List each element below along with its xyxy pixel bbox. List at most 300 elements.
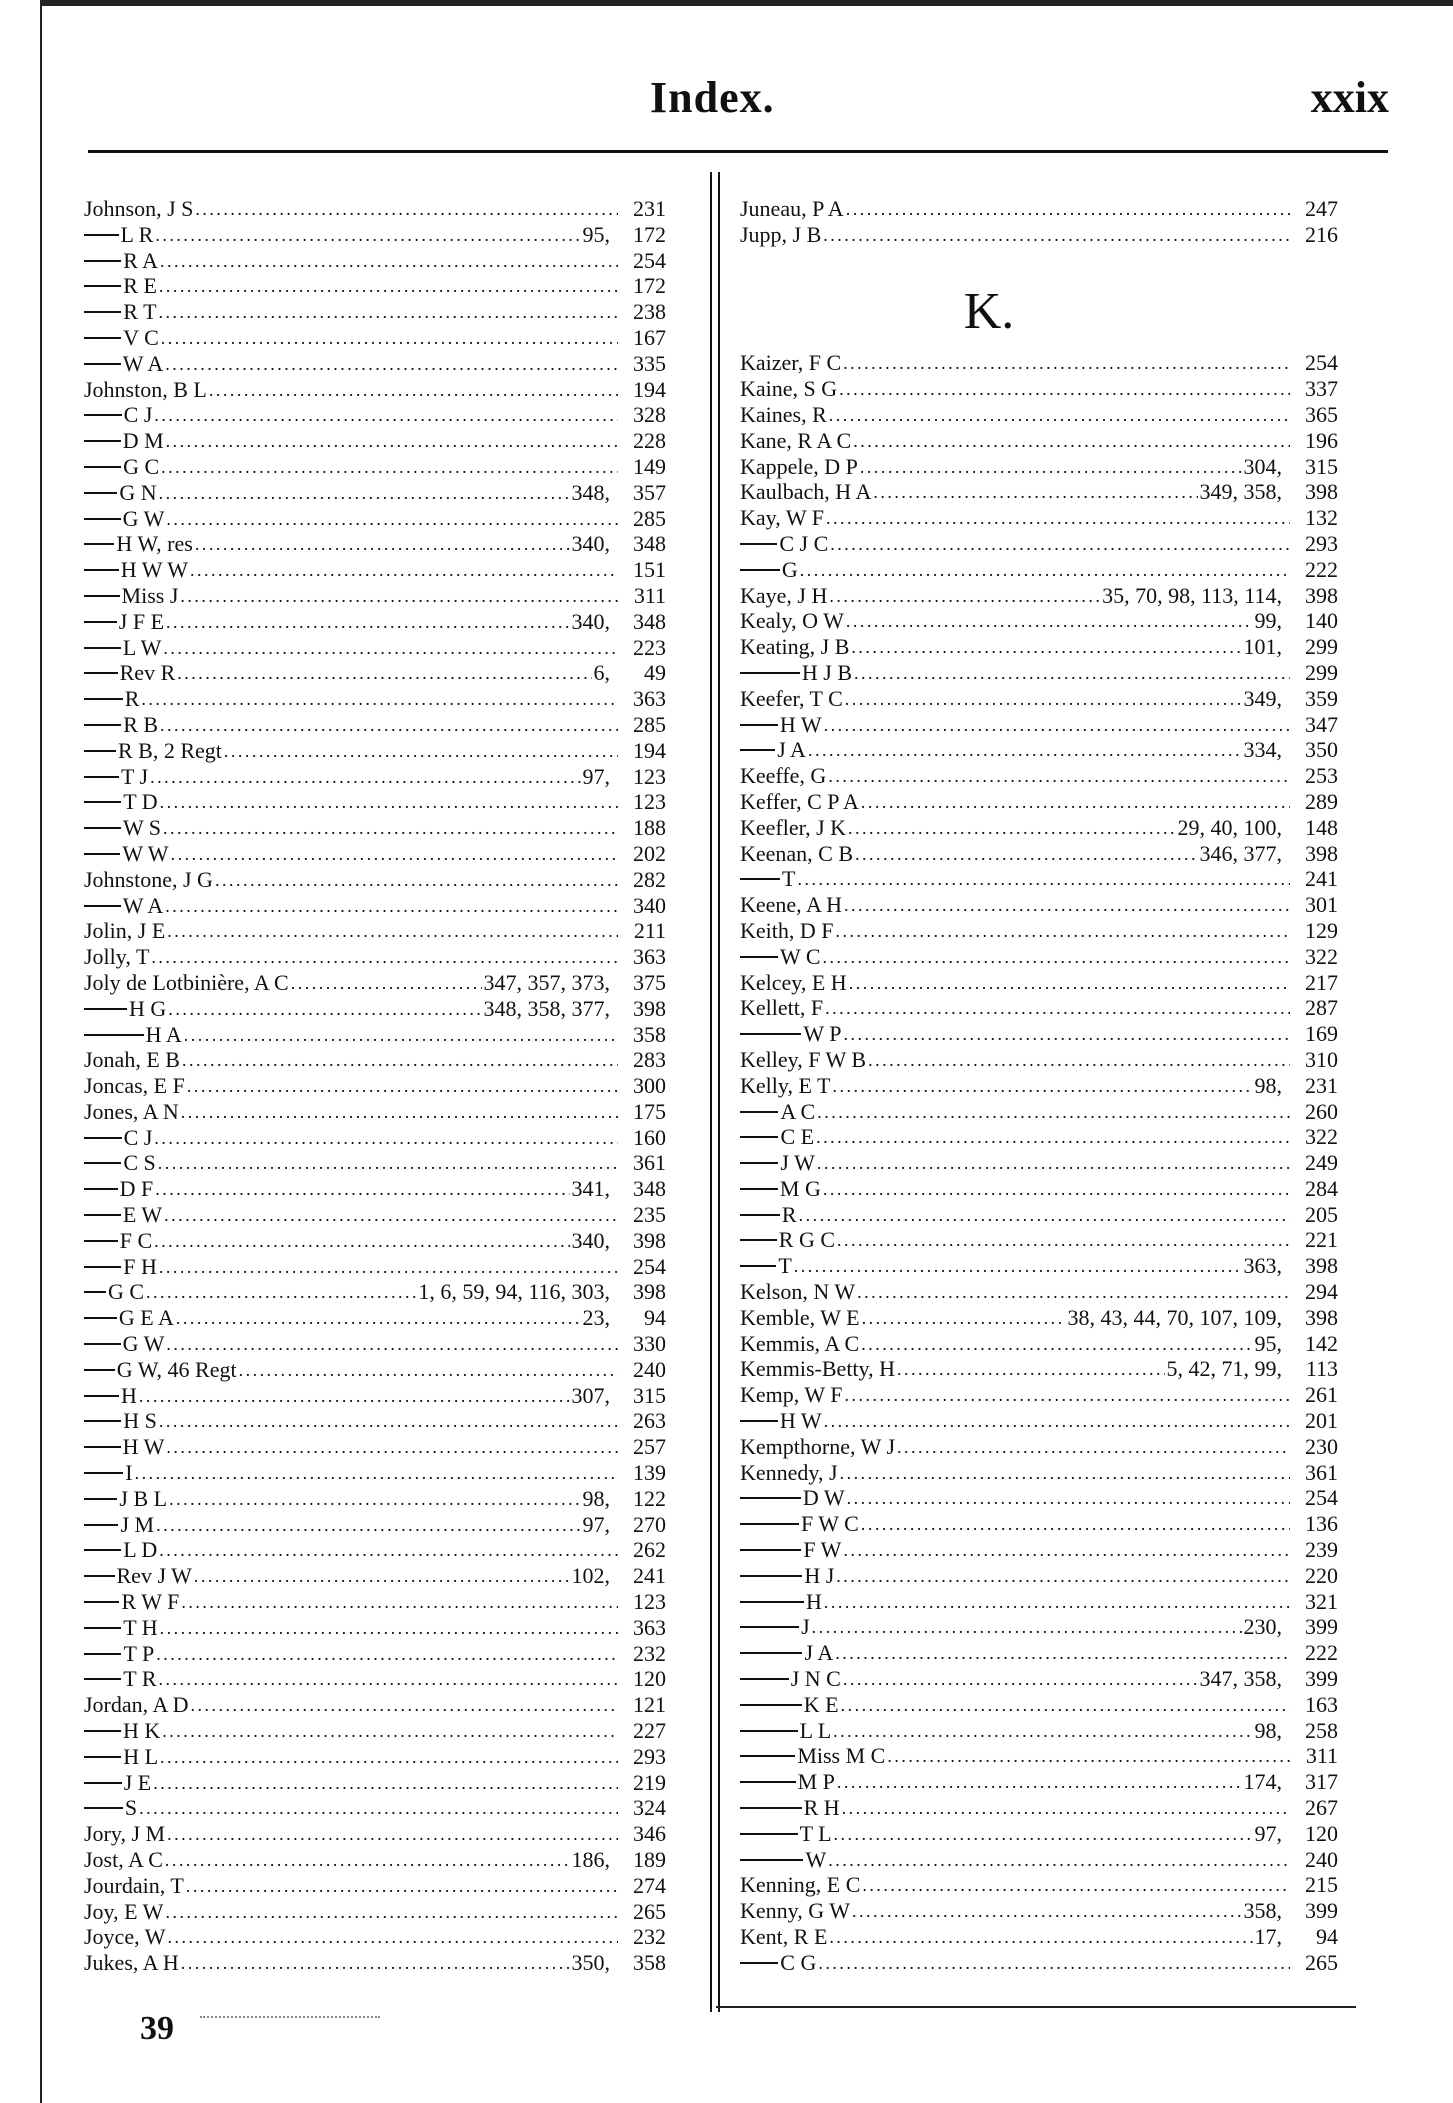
index-entry	[84, 299, 666, 325]
ditto-dash	[84, 1188, 118, 1190]
entry-page: 223	[633, 634, 666, 660]
entry-refs: 358,	[1243, 1898, 1282, 1924]
dot-leader	[159, 1536, 618, 1564]
entry-name: Kaines, R	[740, 401, 827, 427]
entry-page: 399	[1305, 1666, 1338, 1692]
entry-page: 232	[633, 1640, 666, 1666]
entry-name: H W, res	[116, 531, 193, 557]
dot-leader	[291, 969, 482, 997]
entry-name: R	[781, 1201, 797, 1227]
index-entry	[84, 1589, 666, 1615]
index-entry	[84, 1563, 666, 1589]
entry-name: H W W	[120, 557, 188, 583]
ditto-dash	[84, 1240, 118, 1242]
ditto-dash	[740, 1781, 796, 1783]
entry-page: 398	[1305, 582, 1338, 608]
ditto-dash	[84, 1575, 115, 1577]
dot-leader	[823, 943, 1291, 971]
dot-leader	[171, 840, 618, 868]
ditto-dash	[84, 1317, 117, 1319]
entry-name: H K	[123, 1718, 161, 1744]
entry-name: W S	[122, 815, 162, 841]
entry-name: T R	[123, 1666, 157, 1692]
ditto-dash	[84, 1678, 121, 1680]
entry-refs: 334,	[1243, 737, 1282, 763]
entry-name: Kay, W F	[740, 505, 824, 531]
entry-name: Kelly, E T	[740, 1072, 831, 1098]
dot-leader	[852, 1897, 1242, 1925]
index-entry	[84, 1254, 666, 1280]
entry-refs: 101,	[1243, 634, 1282, 660]
index-entry	[740, 376, 1338, 402]
dot-leader	[836, 917, 1291, 945]
index-entry	[84, 1460, 666, 1486]
index-entry	[740, 841, 1338, 867]
dot-leader	[159, 1253, 618, 1281]
entry-name: Keffer, C P A	[740, 788, 859, 814]
dot-leader	[848, 814, 1175, 842]
index-entry	[84, 893, 666, 919]
entry-page: 317	[1305, 1769, 1338, 1795]
dot-leader	[191, 1691, 619, 1719]
entry-name: Jukes, A H	[84, 1950, 179, 1976]
ditto-dash	[740, 1678, 789, 1680]
index-entry	[740, 995, 1338, 1021]
dot-leader	[135, 1459, 618, 1487]
dot-leader	[160, 1614, 618, 1642]
entry-page: 241	[633, 1563, 666, 1589]
index-entry	[740, 1847, 1338, 1873]
dot-leader	[817, 1149, 1290, 1177]
ditto-dash	[84, 1601, 119, 1603]
entry-page: 358	[633, 1021, 666, 1047]
entry-name: H S	[123, 1408, 157, 1434]
ditto-dash	[84, 1162, 121, 1164]
entry-name: Keefler, J K	[740, 814, 847, 840]
index-entry	[740, 1898, 1338, 1924]
dot-leader	[828, 762, 1290, 790]
dot-leader	[160, 711, 618, 739]
entry-refs: 349,	[1243, 685, 1282, 711]
entry-name: C G	[780, 1949, 817, 1975]
entry-page: 254	[633, 247, 666, 273]
index-entry	[84, 557, 666, 583]
dot-leader	[167, 1923, 618, 1951]
dot-leader	[181, 1949, 570, 1977]
entry-name: Kappele, D P	[740, 453, 858, 479]
dot-leader	[840, 1459, 1290, 1487]
index-entry	[740, 918, 1338, 944]
entry-refs: 307,	[571, 1382, 610, 1408]
entry-page: 315	[1305, 453, 1338, 479]
entry-name: Jolly, T	[84, 944, 150, 970]
entry-refs: 348, 358, 377,	[483, 995, 610, 1021]
index-entry	[84, 918, 666, 944]
entry-refs: 174,	[1243, 1769, 1282, 1795]
entry-page: 123	[633, 1589, 666, 1615]
dot-leader	[165, 350, 618, 378]
dot-leader	[797, 865, 1290, 893]
entry-name: L R	[120, 221, 154, 247]
dot-leader	[824, 1407, 1290, 1435]
page-header	[0, 62, 1453, 122]
index-entry	[740, 1408, 1338, 1434]
entry-name: H	[806, 1588, 822, 1614]
entry-page: 311	[633, 582, 666, 608]
ditto-dash	[740, 1730, 798, 1732]
sheet-number: 39	[140, 2010, 174, 2047]
entry-refs: 23,	[582, 1305, 610, 1331]
dot-leader	[158, 1149, 618, 1177]
entry-page: 132	[1305, 505, 1338, 531]
ditto-dash	[84, 1549, 121, 1551]
index-entry	[84, 196, 666, 222]
entry-refs: 1, 6, 59, 94, 116, 303,	[418, 1279, 610, 1305]
entry-page: 194	[633, 376, 666, 402]
index-entry	[740, 1924, 1338, 1950]
index-entry	[740, 479, 1338, 505]
index-entry	[740, 763, 1338, 789]
entry-refs: 186,	[571, 1847, 610, 1872]
index-entry	[740, 789, 1338, 815]
entry-page: 175	[633, 1098, 666, 1124]
index-entry	[740, 1382, 1338, 1408]
dot-leader	[165, 1898, 618, 1926]
dot-leader	[215, 866, 618, 894]
ditto-dash	[84, 1034, 144, 1036]
entry-page: 348	[633, 531, 666, 557]
dot-leader	[162, 1717, 618, 1745]
entry-name: J B L	[119, 1485, 168, 1511]
index-entry	[84, 531, 666, 557]
dot-leader	[156, 1640, 618, 1668]
ditto-dash	[84, 698, 123, 700]
ditto-dash	[84, 234, 119, 236]
index-entry	[84, 273, 666, 299]
dot-leader	[163, 814, 618, 842]
index-entry	[84, 1795, 666, 1821]
entry-page: 241	[1305, 866, 1338, 892]
entry-page: 350	[1305, 737, 1338, 763]
dot-leader	[160, 247, 618, 275]
index-entry	[84, 1202, 666, 1228]
entry-name: V C	[123, 324, 159, 350]
ditto-dash	[84, 1782, 122, 1784]
entry-name: T	[781, 866, 796, 892]
dot-leader	[181, 1588, 618, 1616]
dot-leader	[167, 917, 618, 945]
entry-name: Jourdain, T	[84, 1872, 184, 1898]
entry-name: C J C	[779, 530, 829, 556]
entry-page: 227	[633, 1718, 666, 1744]
entry-name: F C	[119, 1227, 153, 1253]
entry-page: 253	[1305, 763, 1338, 789]
entry-page: 399	[1305, 1614, 1338, 1640]
column-divider	[710, 172, 720, 2012]
entry-name: L W	[122, 634, 162, 660]
entry-name: M P	[797, 1769, 835, 1795]
entry-name: W P	[803, 1021, 842, 1047]
entry-page: 257	[633, 1434, 666, 1460]
entry-page: 300	[633, 1073, 666, 1099]
entry-name: Kelley, F W B	[740, 1046, 867, 1072]
entry-refs: 347, 357, 373,	[483, 969, 610, 995]
index-entry	[84, 1305, 666, 1331]
entry-name: J W	[780, 1150, 815, 1176]
dot-leader	[139, 1794, 618, 1822]
right-column	[740, 196, 1338, 1976]
footer-rule	[716, 2006, 1356, 2008]
entry-page: 270	[633, 1511, 666, 1537]
entry-name: Kennedy, J	[740, 1459, 838, 1485]
entry-page: 398	[633, 1227, 666, 1253]
ditto-dash	[740, 1575, 802, 1577]
entry-name: K E	[803, 1691, 839, 1717]
index-entry	[740, 1640, 1338, 1666]
entry-page: 120	[1305, 1820, 1338, 1846]
entry-page: 340	[633, 892, 666, 918]
ditto-dash	[84, 827, 121, 829]
ditto-dash	[84, 1395, 119, 1397]
entry-page: 139	[633, 1460, 666, 1486]
index-entry	[84, 1228, 666, 1254]
dot-leader	[239, 1356, 618, 1384]
entry-page: 136	[1305, 1511, 1338, 1537]
entry-name: Keeffe, G	[740, 763, 827, 789]
index-entry	[740, 222, 1338, 248]
entry-page: 337	[1305, 376, 1338, 402]
ditto-dash	[740, 878, 780, 880]
entry-page: 265	[1305, 1949, 1338, 1975]
index-entry	[740, 1021, 1338, 1047]
entry-name: Joncas, E F	[84, 1073, 185, 1099]
dot-leader	[861, 1330, 1252, 1358]
dot-leader	[832, 1072, 1252, 1100]
dot-leader	[154, 401, 618, 429]
index-entry	[740, 1950, 1338, 1976]
index-entry	[740, 1460, 1338, 1486]
entry-page: 301	[1305, 892, 1338, 918]
entry-refs: 340,	[571, 531, 610, 557]
dot-leader	[139, 1382, 570, 1410]
ditto-dash	[84, 1653, 121, 1655]
entry-name: Kaye, J H	[740, 582, 828, 608]
entry-page: 202	[633, 840, 666, 866]
dot-leader	[166, 608, 569, 636]
ditto-dash	[740, 1420, 778, 1422]
entry-name: Jolin, J E	[84, 918, 166, 944]
entry-refs: 98,	[1254, 1072, 1282, 1098]
entry-refs: 38, 43, 44, 70, 107, 109,	[1067, 1304, 1282, 1330]
index-entry	[84, 815, 666, 841]
dot-leader	[160, 788, 618, 816]
dot-leader	[141, 685, 618, 713]
entry-name: Jones, A N	[84, 1098, 179, 1124]
dot-leader	[839, 375, 1290, 403]
index-entry	[740, 712, 1338, 738]
entry-page: 240	[633, 1356, 666, 1382]
ditto-dash	[740, 749, 775, 751]
dot-leader	[823, 1175, 1290, 1203]
entry-page: 361	[1305, 1459, 1338, 1485]
entry-refs: 17,	[1254, 1924, 1282, 1949]
dot-leader	[862, 1304, 1066, 1332]
entry-refs: 95,	[1254, 1330, 1282, 1356]
dot-leader	[897, 1355, 1165, 1383]
index-entry	[740, 583, 1338, 609]
ditto-dash	[84, 363, 121, 365]
index-entry	[740, 737, 1338, 763]
ditto-dash	[84, 750, 116, 752]
dot-leader	[897, 1433, 1290, 1461]
entry-page: 249	[1305, 1150, 1338, 1176]
dot-leader	[799, 1201, 1290, 1229]
entry-name: T D	[123, 789, 158, 815]
dot-leader	[186, 1872, 618, 1900]
dot-leader	[855, 840, 1197, 868]
entry-page: 149	[633, 453, 666, 479]
dot-leader	[166, 505, 618, 533]
ditto-dash	[84, 1291, 106, 1293]
entry-name: J M	[120, 1511, 155, 1537]
index-title: Index.	[650, 73, 775, 122]
entry-refs: 346, 377,	[1199, 840, 1282, 866]
dot-leader	[843, 349, 1290, 377]
dot-leader	[154, 1227, 569, 1255]
ditto-dash	[740, 1188, 778, 1190]
index-entry	[84, 1279, 666, 1305]
entry-name: I	[125, 1460, 133, 1486]
entry-refs: 95,	[582, 221, 610, 247]
entry-page: 398	[1305, 479, 1338, 505]
entry-page: 285	[633, 711, 666, 737]
index-entry	[740, 557, 1338, 583]
index-entry	[740, 1563, 1338, 1589]
ditto-dash	[84, 672, 118, 674]
entry-name: Kellett, F	[740, 995, 824, 1021]
ditto-dash	[84, 260, 121, 262]
dot-leader	[836, 1562, 1290, 1590]
dot-leader	[841, 1691, 1290, 1719]
entry-refs: 98,	[582, 1485, 610, 1511]
ditto-dash	[84, 1214, 121, 1216]
dot-leader	[156, 1511, 580, 1539]
entry-page: 254	[633, 1253, 666, 1279]
entry-name: J F E	[118, 608, 165, 634]
entry-name: L L	[799, 1717, 832, 1743]
entry-name: Kealy, O W	[740, 608, 844, 634]
dot-leader	[209, 376, 618, 404]
entry-name: Johnston, B L	[84, 376, 207, 402]
entry-page: 121	[633, 1692, 666, 1718]
index-entry	[84, 1176, 666, 1202]
entry-page: 94	[1316, 1924, 1338, 1949]
index-entry	[740, 1434, 1338, 1460]
index-entry	[740, 1821, 1338, 1847]
entry-name: Keenan, C B	[740, 840, 854, 866]
entry-name: C J	[123, 1124, 153, 1150]
dot-leader	[844, 891, 1290, 919]
dot-leader	[166, 427, 618, 455]
dot-leader	[843, 1020, 1290, 1048]
entry-name: F W C	[800, 1511, 859, 1537]
entry-name: Keating, J B	[740, 634, 850, 660]
index-entry	[740, 1202, 1338, 1228]
dot-leader	[146, 1278, 416, 1306]
entry-page: 235	[633, 1202, 666, 1228]
index-entry	[740, 531, 1338, 557]
entry-name: C J	[123, 402, 153, 428]
index-entry	[84, 1899, 666, 1925]
index-entry	[84, 686, 666, 712]
entry-page: 363	[633, 944, 666, 970]
entry-page: 219	[633, 1769, 666, 1795]
entry-name: A C	[780, 1098, 816, 1124]
ditto-dash	[740, 956, 778, 958]
ditto-dash	[740, 724, 778, 726]
entry-refs: 304,	[1243, 453, 1282, 479]
entry-refs: 347, 358,	[1199, 1666, 1282, 1692]
entry-page: 151	[633, 557, 666, 583]
entry-name: F W	[803, 1537, 842, 1563]
entry-page: 330	[633, 1331, 666, 1357]
ditto-dash	[84, 1756, 121, 1758]
index-entry	[84, 506, 666, 532]
entry-page: 240	[1305, 1846, 1338, 1872]
entry-name: Kaizer, F C	[740, 350, 842, 376]
index-entry	[84, 1873, 666, 1899]
entry-refs: 348,	[571, 479, 610, 505]
index-entry	[84, 1744, 666, 1770]
ditto-dash	[740, 1497, 801, 1499]
dot-leader	[169, 1485, 580, 1513]
entry-name: J E	[123, 1769, 152, 1795]
entry-refs: 97,	[582, 763, 610, 789]
entry-page: 263	[633, 1408, 666, 1434]
dot-leader	[182, 1046, 618, 1074]
index-entry	[84, 764, 666, 790]
entry-page: 293	[633, 1743, 666, 1769]
index-entry	[84, 970, 666, 996]
entry-page: 167	[633, 324, 666, 350]
dot-leader	[844, 1381, 1290, 1409]
entry-refs: 102,	[571, 1563, 610, 1589]
dot-leader	[862, 1871, 1290, 1899]
entry-name: H J B	[801, 659, 853, 685]
entry-page: 358	[633, 1950, 666, 1976]
section-letter-k: K.	[963, 283, 1015, 341]
dot-leader	[824, 1588, 1290, 1616]
index-entry	[84, 1537, 666, 1563]
ditto-dash	[84, 1524, 118, 1526]
entry-page: 398	[1305, 840, 1338, 866]
entry-page: 196	[1305, 427, 1338, 453]
index-entry	[84, 1770, 666, 1796]
index-entry	[84, 1150, 666, 1176]
dot-leader	[165, 892, 618, 920]
entry-name: E W	[122, 1202, 163, 1228]
entry-name: T H	[123, 1614, 158, 1640]
entry-name: Joyce, W	[84, 1924, 166, 1950]
entry-name: H L	[123, 1743, 159, 1769]
dot-leader	[837, 1768, 1242, 1796]
footer-decoration	[200, 2016, 380, 2018]
ditto-dash	[84, 776, 119, 778]
dot-leader	[163, 634, 618, 662]
entry-name: H W	[779, 1408, 822, 1434]
entry-name: Kemmis-Betty, H	[740, 1356, 895, 1382]
dot-leader	[826, 504, 1290, 532]
